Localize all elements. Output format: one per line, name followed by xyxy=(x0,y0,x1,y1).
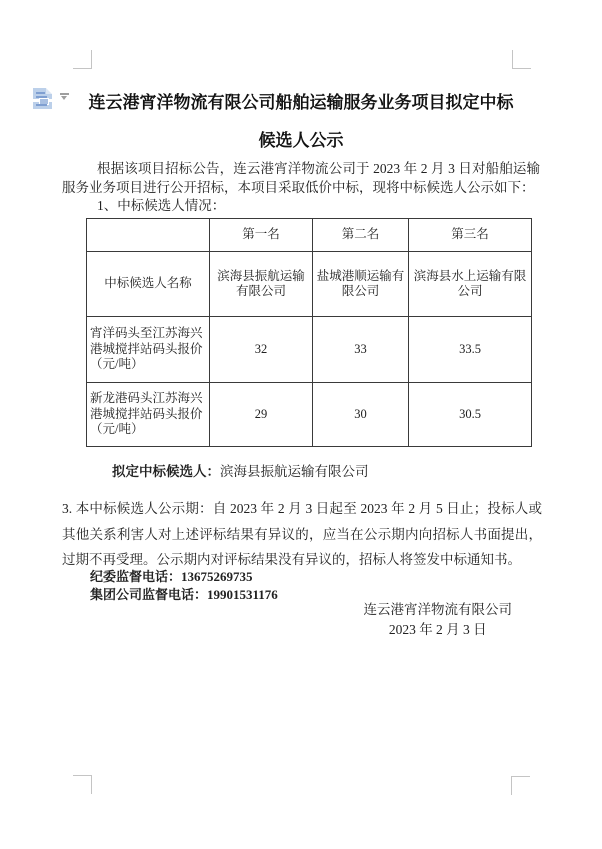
row-label-xinlonggang-price: 新龙港码头江苏海兴港城搅拌站码头报价（元/吨） xyxy=(87,383,210,447)
page-title-line2: 候选人公示 xyxy=(258,131,344,150)
price-cell: 33.5 xyxy=(409,317,532,383)
page-title-line1: 连云港宵洋物流有限公司船舶运输服务业务项目拟定中标 xyxy=(88,93,514,112)
table-row xyxy=(87,252,532,317)
signature-block xyxy=(364,600,513,639)
candidate-3-name: 滨海县水上运输有限公司 xyxy=(409,252,532,317)
header-cell-empty xyxy=(87,219,210,252)
margin-corner-mark-bottom-right xyxy=(511,776,530,795)
header-cell-first-place: 第一名 xyxy=(210,219,313,252)
table-header-row xyxy=(87,219,532,252)
list-heading: 1、中标候选人情况： xyxy=(97,198,226,213)
header-cell-third-place: 第三名 xyxy=(409,219,532,252)
discipline-supervision-phone: 纪委监督电话：13675269735 xyxy=(90,569,253,584)
proposed-winner-line xyxy=(62,460,540,480)
proposed-winner-label: 拟定中标候选人： xyxy=(112,464,220,479)
margin-corner-mark-top-left xyxy=(73,50,92,69)
candidate-1-name: 滨海县振航运输有限公司 xyxy=(210,252,313,317)
document-icon-fold xyxy=(46,88,52,94)
price-cell: 30 xyxy=(313,383,409,447)
row-label-xiaoyang-price: 宵洋码头至江苏海兴港城搅拌站码头报价（元/吨） xyxy=(87,317,210,383)
intro-section xyxy=(62,160,540,216)
header-cell-second-place: 第二名 xyxy=(313,219,409,252)
document-icon-line xyxy=(36,104,47,106)
intro-paragraph: 根据该项目招标公告，连云港宵洋物流公司于 2023 年 2 月 3 日对船舶运输服务业务项目进行公开招标，本项目采取低价中标，现将中标候选人公示如下： xyxy=(62,161,540,195)
contacts-section xyxy=(90,568,278,604)
page-title xyxy=(62,84,540,160)
notice-paragraph: 3. 本中标候选人公示期：自 2023 年 2 月 3 日起至 2023 年 2 月 5 日止；投标人或其他关系利害人对上述评标结果有异议的，应当在公示期内向招标人书面提出，过期不再受理。公示期内对评标结果没有异议的，招标人将签发中标通知书。 xyxy=(62,501,542,567)
group-supervision-phone: 集团公司监督电话：19901531176 xyxy=(90,587,278,602)
price-cell: 33 xyxy=(313,317,409,383)
margin-corner-mark-bottom-left xyxy=(73,775,92,794)
table-row xyxy=(87,383,532,447)
price-cell: 30.5 xyxy=(409,383,532,447)
document-icon[interactable] xyxy=(33,88,52,109)
document-icon-line xyxy=(36,92,45,94)
bid-candidates-table xyxy=(86,218,532,447)
signature-company: 连云港宵洋物流有限公司 xyxy=(363,602,512,617)
price-cell: 32 xyxy=(210,317,313,383)
proposed-winner-value: 滨海县振航运输有限公司 xyxy=(220,464,369,479)
candidate-2-name: 盐城港顺运输有限公司 xyxy=(313,252,409,317)
signature-date: 2023 年 2 月 3 日 xyxy=(388,621,487,637)
table-row xyxy=(87,317,532,383)
price-cell: 29 xyxy=(210,383,313,447)
margin-corner-mark-top-right xyxy=(512,50,531,69)
row-label-candidate-name: 中标候选人名称 xyxy=(87,252,210,317)
